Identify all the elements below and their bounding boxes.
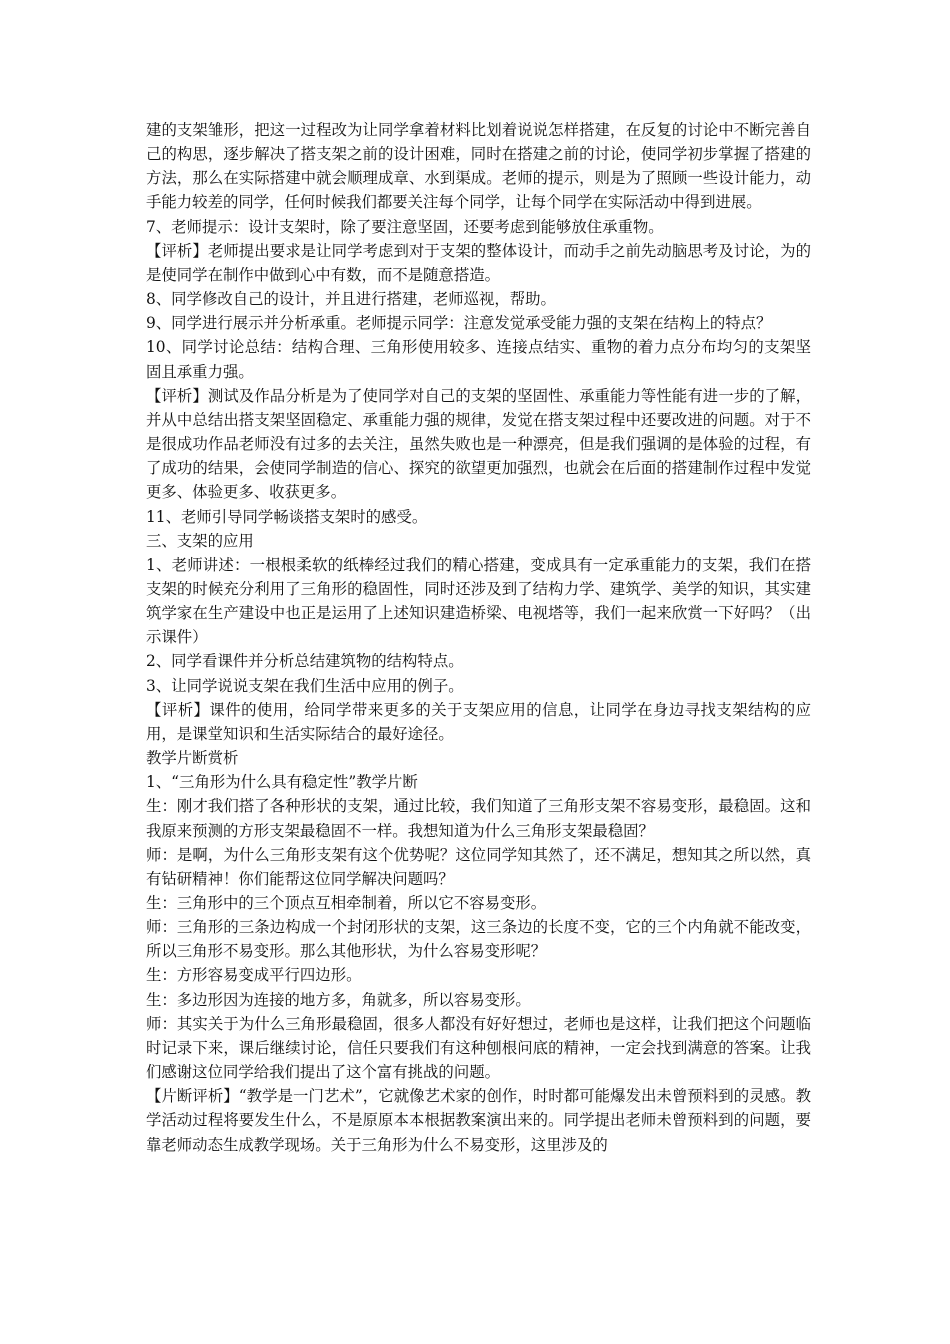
paragraph-step-8-build: 8、同学修改自己的设计，并且进行搭建，老师巡视，帮助。	[146, 290, 556, 309]
paragraph-step-9-display: 9、同学进行展示并分析承重。老师提示同学：注意发觉承受能力强的支架在结构上的特点？	[146, 314, 772, 333]
paragraph-commentary-testing: 【评析】测试及作品分析是为了使同学对自己的支架的坚固性、承重能力等性能有进一步的了解，并从中总结出搭支架坚固稳定、承重能力强的规律，发觉在搭支架过程中还要改进的问题。对于不是很成功作品老师没有过多的去关注，虽然失败也是一种漂亮，但是我们强调的是体验的过程，有了成功的结果，会使同学制造的信心、探究的欲望更加强烈，也就会在后面的搭建制作过程中发觉更多、体验更多、收获更多。	[146, 386, 811, 502]
subheading-triangle-stability-fragment: 1、“三角形为什么具有稳定性”教学片断	[146, 773, 418, 792]
document-body	[146, 118, 811, 1157]
dialogue-line: 生：三角形中的三个顶点互相牵制着，所以它不容易变形。	[146, 894, 547, 912]
dialogue-line: 生：方形容易变成平行四边形。	[146, 966, 362, 985]
dialogue-line: 生：刚才我们搭了各种形状的支架，通过比较，我们知道了三角形支架不容易变形，最稳固。这和我原来预测的方形支架最稳固不一样。我想知道为什么三角形支架最稳固？	[146, 797, 811, 840]
paragraph-step-7-teacher-hint: 7、老师提示：设计支架时，除了要注意坚固，还要考虑到能够放住承重物。	[146, 217, 664, 236]
paragraph-application-step-1: 1、老师讲述：一根根柔软的纸棒经过我们的精心搭建，变成具有一定承重能力的支架，我们在搭支架的时候充分利用了三角形的稳固性，同时还涉及到了结构力学、建筑学、美学的知识，其实建筑学家在生产建设中也正是运用了上述知识建造桥梁、电视塔等，我们一起来欣赏一下好吗？（出示课件）	[146, 555, 811, 647]
dialogue-line: 师：三角形的三条边构成一个封闭形状的支架，这三条边的长度不变，它的三个内角就不能改变，所以三角形不易变形。那么其他形状，为什么容易变形呢？	[146, 918, 811, 961]
dialogue-line: 师：是啊，为什么三角形支架有这个优势呢？这位同学知其然了，还不满足，想知其之所以然，真有钻研精神！你们能帮这位同学解决问题吗？	[146, 845, 811, 888]
paragraph-step-10-summary: 10、同学讨论总结：结构合理、三角形使用较多、连接点结实、重物的着力点分布均匀的支架坚固且承重力强。	[146, 338, 811, 381]
paragraph-commentary-courseware: 【评析】课件的使用，给同学带来更多的关于支架应用的信息，让同学在身边寻找支架结构的应用，是课堂知识和生活实际结合的最好途径。	[146, 700, 811, 743]
paragraph-commentary-design-planning: 【评析】老师提出要求是让同学考虑到对于支架的整体设计，而动手之前先动脑思考及讨论，为的是使同学在制作中做到心中有数，而不是随意搭造。	[146, 241, 811, 284]
paragraph-application-step-3: 3、让同学说说支架在我们生活中应用的例子。	[146, 676, 464, 695]
paragraph-application-step-2: 2、同学看课件并分析总结建筑物的结构特点。	[146, 652, 464, 671]
dialogue-line: 生：多边形因为连接的地方多，角就多，所以容易变形。	[146, 990, 531, 1009]
paragraph-fragment-commentary: 【片断评析】“教学是一门艺术”，它就像艺术家的创作，时时都可能爆发出未曾预料到的灵感。教学活动过程将要发生什么，不是原原本本根据教案演出来的。同学提出老师未曾预料到的问题，要靠老师动态生成教学现场。关于三角形为什么不易变形，这里涉及的	[146, 1087, 811, 1154]
section-heading-support-applications: 三、支架的应用	[146, 531, 254, 550]
section-heading-fragment-analysis: 教学片断赏析	[146, 749, 239, 768]
paragraph-design-discussion-continued: 建的支架雏形，把这一过程改为让同学拿着材料比划着说说怎样搭建，在反复的讨论中不断完善自己的构思，逐步解决了搭支架之前的设计困难，同时在搭建之前的讨论，使同学初步掌握了搭建的方法，那么在实际搭建中就会顺理成章、水到渠成。老师的提示，则是为了照顾一些设计能力，动手能力较差的同学，任何时候我们都要关注每个同学，让每个同学在实际活动中得到进展。	[146, 121, 811, 212]
dialogue-line: 师：其实关于为什么三角形最稳固，很多人都没有好好想过，老师也是这样，让我们把这个问题临时记录下来，课后继续讨论，信任只要我们有这种刨根问底的精神，一定会找到满意的答案。让我们感谢这位同学给我们提出了这个富有挑战的问题。	[146, 1014, 811, 1082]
paragraph-step-11-feelings: 11、老师引导同学畅谈搭支架时的感受。	[146, 507, 428, 526]
